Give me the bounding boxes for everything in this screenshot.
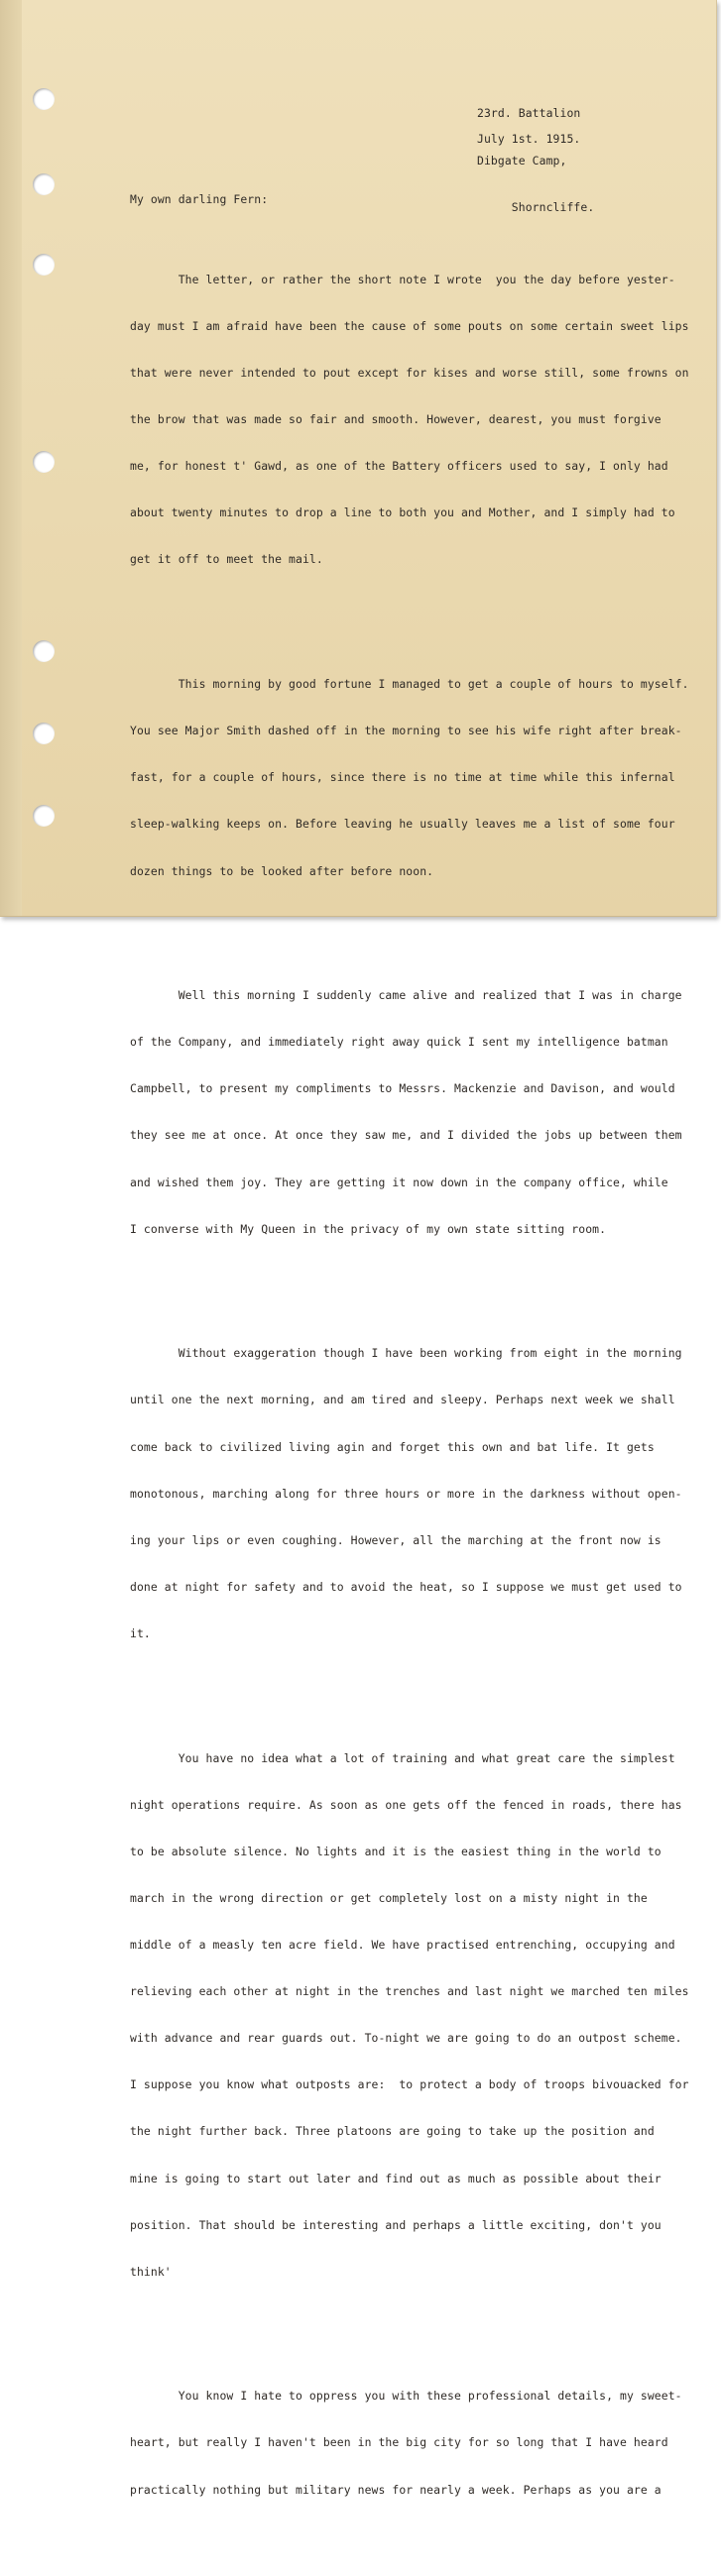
address-line: 23rd. Battalion [477,106,581,121]
page-margin-shadow [0,0,22,916]
text-line: I suppose you know what outposts are: to protect a body of troops bivouacked for [130,2077,689,2092]
punch-hole [33,805,55,827]
text-line: me, for honest t' Gawd, as one of the Battery officers used to say, I only had [130,459,668,474]
text-line: they see me at once. At once they saw me, and I divided the jobs up between them [130,1128,682,1143]
salutation: My own darling Fern: [130,192,269,206]
text-line: day must I am afraid have been the cause of some pouts on some certain sweet lips [130,318,689,333]
paragraph [130,646,689,911]
text-line: middle of a measly ten acre field. We have practised entrenching, occupying and [130,1937,675,1952]
text-line: and wished them joy. They are getting it now down in the company office, while [130,1175,668,1189]
text-line: it. [130,1625,151,1640]
text-line: I converse with My Queen in the privacy of my own state sitting room. [130,1221,607,1236]
text-line: Campbell, to present my compliments to Messrs. Mackenzie and Davison, and would [130,1081,675,1096]
text-line: the night further back. Three platoons are going to take up the position and [130,2124,655,2139]
text-line: You have no idea what a lot of training and what great care the simplest [130,1750,675,1765]
paragraph [130,1720,689,2311]
punch-hole [33,173,55,195]
text-line: to be absolute silence. No lights and it is the easiest thing in the world to [130,1844,661,1858]
text-line: You know I hate to oppress you with these professional details, my sweet- [130,2389,682,2404]
address-line: Dibgate Camp, [477,153,567,168]
paragraph [130,1315,689,1673]
punch-hole [33,723,55,744]
paragraph [130,957,689,1269]
letter-date: July 1st. 1915. [477,132,581,146]
text-line: the brow that was made so fair and smooth. However, dearest, you must forgive [130,412,661,427]
text-line: position. That should be interesting and perhaps a little exciting, don't you [130,2217,661,2232]
text-line: come back to civilized living agin and forget this own and bat life. It gets [130,1439,655,1454]
punch-hole [33,640,55,662]
text-line: done at night for safety and to avoid the heat, so I suppose we must get used to [130,1579,682,1594]
text-line: ing your lips or even coughing. However, all the marching at the front now is [130,1532,661,1547]
text-line: about twenty minutes to drop a line to both you and Mother, and I simply had to [130,505,675,520]
punch-hole [33,451,55,473]
text-line: get it off to meet the mail. [130,552,323,567]
text-line: sleep-walking keeps on. Before leaving he usually leaves me a list of some four [130,817,675,832]
address-line: Shorncliffe. [477,199,595,214]
text-line: This morning by good fortune I managed to get a couple of hours to myself. [130,677,689,692]
text-line: heart, but really I haven't been in the big city for so long that I have heard [130,2435,668,2450]
punch-hole [33,254,55,276]
text-line: mine is going to start out later and find out as much as possible about their [130,2171,661,2185]
text-line: night operations require. As soon as one gets off the fenced in roads, there has [130,1797,682,1812]
punch-hole [33,88,55,110]
text-line: relieving each other at night in the trenches and last night we marched ten miles [130,1984,689,1999]
text-line: You see Major Smith dashed off in the morning to see his wife right after break- [130,724,682,738]
text-line: monotonous, marching along for three hours or more in the darkness without open- [130,1486,682,1501]
text-line: march in the wrong direction or get completely lost on a misty night in the [130,1890,648,1905]
paragraph [130,2358,689,2529]
letter-body [130,210,689,2576]
text-line: that were never intended to pout except for kises and worse still, some frowns on [130,366,689,381]
text-line: with advance and rear guards out. To-night we are going to do an outpost scheme. [130,2031,682,2046]
paragraph [130,241,689,599]
text-line: fast, for a couple of hours, since there is no time at time while this infernal [130,770,675,785]
text-line: Well this morning I suddenly came alive and realized that I was in charge [130,988,682,1003]
text-line: until one the next morning, and am tired and sleepy. Perhaps next week we shall [130,1393,675,1407]
text-line: The letter, or rather the short note I wrote you the day before yester- [130,272,675,286]
text-line: of the Company, and immediately right away quick I sent my intelligence batman [130,1035,668,1050]
text-line: practically nothing but military news for nearly a week. Perhaps as you are a [130,2482,661,2497]
text-line: Without exaggeration though I have been working from eight in the morning [130,1346,682,1361]
text-line: think' [130,2264,172,2279]
text-line: dozen things to be looked after before noon. [130,863,434,878]
